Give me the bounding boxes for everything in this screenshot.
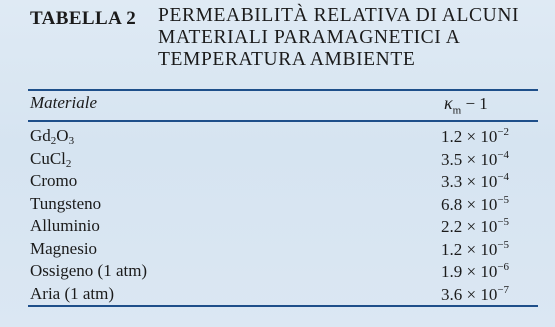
value-mantissa: 3.3 × 10 xyxy=(441,172,498,191)
table-title xyxy=(158,5,519,71)
table-title-line-2: MATERIALI PARAMAGNETICI A xyxy=(158,27,461,48)
value-exponent: −5 xyxy=(497,216,510,228)
table-body xyxy=(0,123,555,303)
value-exponent: −5 xyxy=(497,238,510,251)
table-row xyxy=(0,168,555,191)
material-name-text: Tungsteno xyxy=(30,193,102,213)
value-mantissa: 3.6 × 10 xyxy=(441,284,498,304)
susceptibility-value xyxy=(441,284,509,305)
formula-element: O xyxy=(56,126,69,145)
material-name-text: Cromo xyxy=(30,171,78,190)
table-row xyxy=(0,213,555,236)
material-name-text: Magnesio xyxy=(30,238,98,258)
material-name xyxy=(30,149,71,170)
susceptibility-value xyxy=(441,194,509,215)
material-name xyxy=(30,126,74,147)
material-name xyxy=(30,261,147,281)
value-mantissa: 3.5 × 10 xyxy=(441,149,498,169)
material-name xyxy=(30,194,101,214)
table-row xyxy=(0,236,555,259)
value-mantissa: 6.8 × 10 xyxy=(441,194,498,214)
material-name-text: Ossigeno (1 atm) xyxy=(30,261,148,280)
kappa-subscript: m xyxy=(452,104,462,117)
table-row xyxy=(0,281,555,304)
material-name xyxy=(30,171,77,191)
table-row xyxy=(0,123,555,146)
material-name-text: CuCl xyxy=(30,148,66,168)
formula-subscript: 2 xyxy=(65,157,72,170)
susceptibility-value xyxy=(441,239,509,260)
value-mantissa: 2.2 × 10 xyxy=(441,217,498,236)
table-header-rule xyxy=(28,120,538,122)
value-exponent: −5 xyxy=(497,193,510,206)
formula-subscript: 2 xyxy=(50,135,57,147)
material-name xyxy=(30,239,97,259)
table-bottom-rule xyxy=(28,305,538,307)
susceptibility-value xyxy=(441,261,509,282)
value-exponent: −6 xyxy=(497,261,510,273)
value-exponent: −2 xyxy=(497,126,510,138)
table-row xyxy=(0,258,555,281)
susceptibility-value xyxy=(441,171,509,192)
value-mantissa: 1.9 × 10 xyxy=(441,262,498,281)
table-title-line-1: PERMEABILITÀ RELATIVA DI ALCUNI xyxy=(158,5,520,26)
column-header-susceptibility xyxy=(444,93,488,116)
susceptibility-value xyxy=(441,126,509,147)
table-number-label: TABELLA 2 xyxy=(30,8,137,29)
value-exponent: −4 xyxy=(497,171,510,183)
susceptibility-value xyxy=(441,149,509,170)
material-name-text: Alluminio xyxy=(30,216,100,235)
table-row xyxy=(0,146,555,169)
table-title-line-3: TEMPERATURA AMBIENTE xyxy=(158,49,416,70)
material-name xyxy=(30,216,100,236)
material-name xyxy=(30,284,114,304)
kappa-minus-one: − 1 xyxy=(461,94,488,113)
value-mantissa: 1.2 × 10 xyxy=(441,239,498,259)
table-top-rule xyxy=(28,89,538,91)
kappa-symbol: κ xyxy=(444,93,453,113)
susceptibility-value xyxy=(441,216,509,237)
value-mantissa: 1.2 × 10 xyxy=(441,127,498,146)
formula-subscript: 3 xyxy=(68,135,75,147)
material-name-text: Aria (1 atm) xyxy=(30,283,115,303)
material-name-text: Gd xyxy=(30,126,51,145)
value-exponent: −7 xyxy=(497,283,510,296)
column-header-material: Materiale xyxy=(30,93,98,112)
table-row xyxy=(0,191,555,214)
value-exponent: −4 xyxy=(497,148,510,161)
